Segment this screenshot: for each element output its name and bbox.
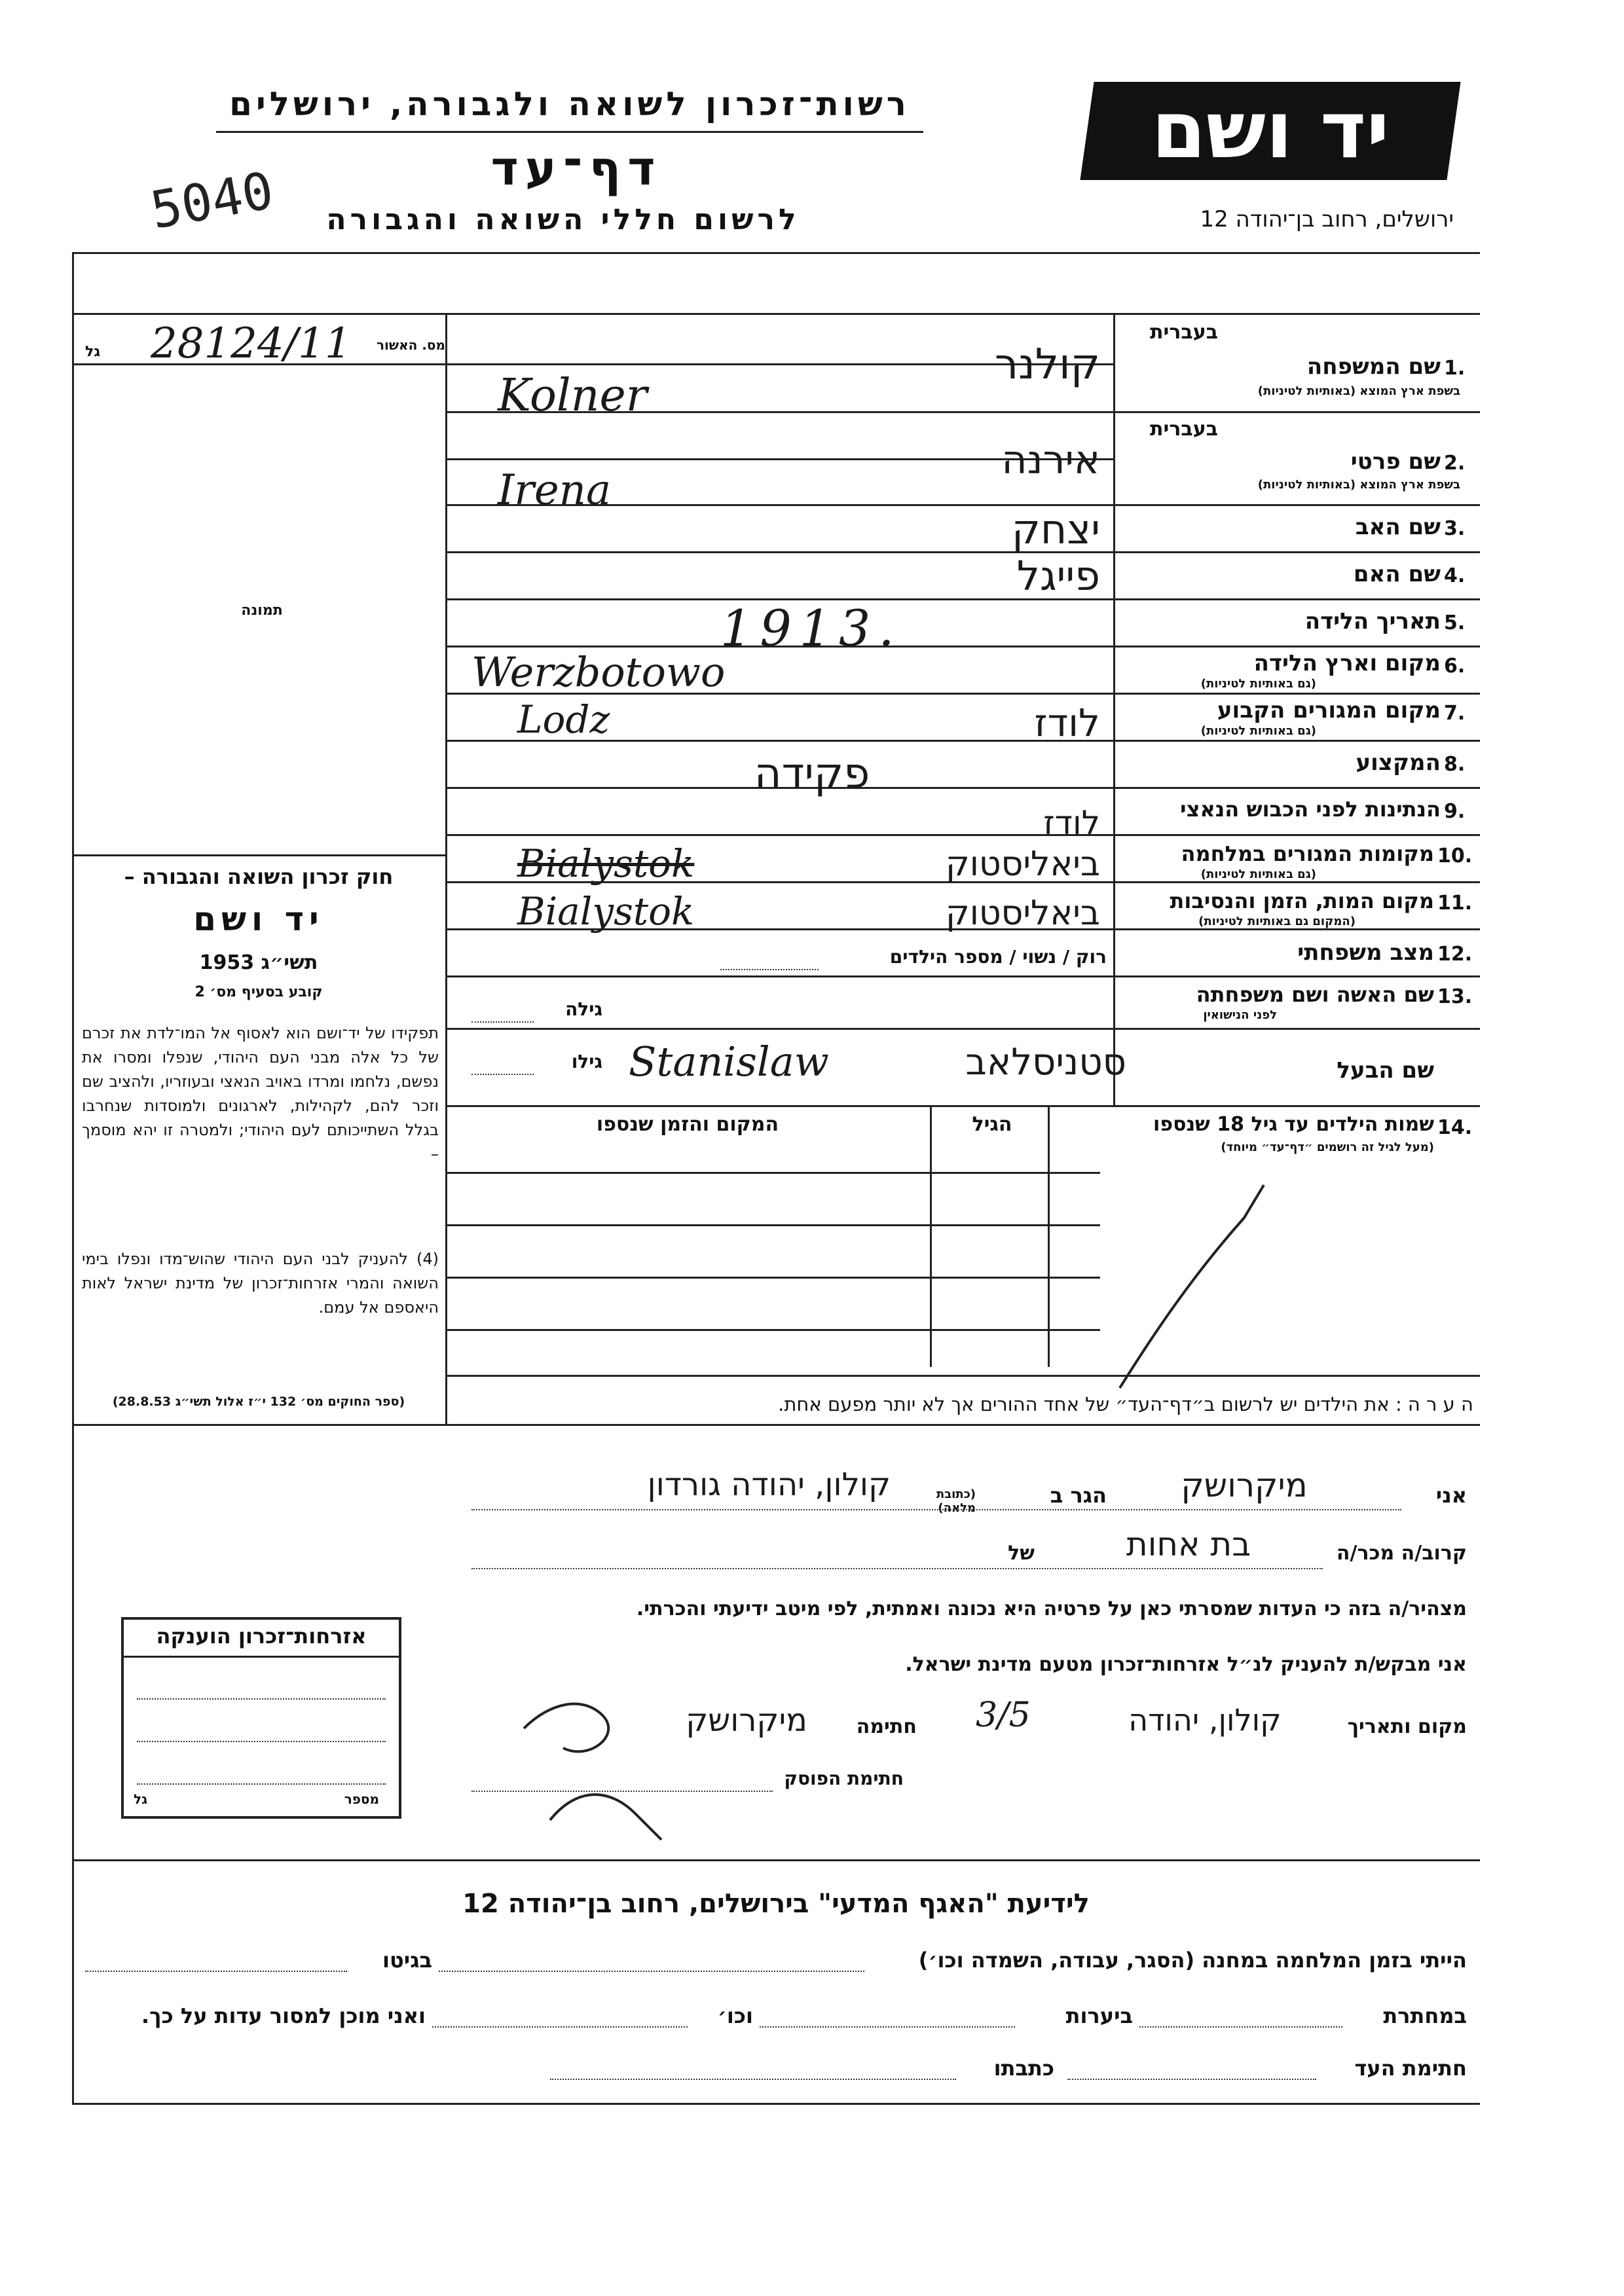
footer-witness-address-blank bbox=[550, 2079, 956, 2080]
citizenship-box-line bbox=[137, 1741, 386, 1742]
footer-testimony-text: ואני מוכן למסור עדות על כך. bbox=[141, 2003, 426, 2028]
field-11-number: 11. bbox=[1437, 892, 1473, 915]
field-10-latin-value: Bialystok bbox=[517, 841, 695, 886]
declaration-relation-value: בת אחות bbox=[1126, 1525, 1251, 1563]
citizenship-box-rule bbox=[124, 1656, 399, 1658]
citizenship-box bbox=[121, 1617, 401, 1819]
footer-witness-signature-blank bbox=[1067, 2079, 1316, 2080]
declaration-name: מיקרושק bbox=[1181, 1467, 1308, 1504]
field-13-age-blank bbox=[471, 1021, 534, 1023]
field-11-latin-value: Bialystok bbox=[517, 889, 695, 934]
archive-stamp-number: 5040 bbox=[146, 161, 278, 241]
declaration-attestation: מצהיר/ה בזה כי העדות שמסרתי כאן על פרטיה היא נכונה ואמתית, לפי מיטב ידיעתי והכרתי. bbox=[636, 1597, 1467, 1620]
field-7-label: מקום המגורים הקבוע bbox=[1217, 697, 1441, 723]
field-2-sub: בשפת ארץ המוצא (באותיות לטיניות) bbox=[1257, 478, 1460, 492]
husband-age-blank bbox=[471, 1074, 534, 1075]
law-title-yad-vashem: יד ושם bbox=[193, 900, 324, 938]
field-1-latin-value: Kolner bbox=[498, 370, 648, 422]
field-14-number: 14. bbox=[1437, 1116, 1473, 1139]
photo-label: תמונה bbox=[241, 602, 283, 619]
law-box-divider bbox=[72, 854, 445, 856]
children-slash-mark bbox=[1113, 1178, 1310, 1394]
citizenship-box-number-label: מספר bbox=[344, 1791, 379, 1807]
label-column-divider bbox=[1113, 313, 1115, 1105]
field-2-latin-value: Irena bbox=[498, 466, 612, 515]
field-10-hebrew-value: ביאליסטוק bbox=[945, 845, 1100, 884]
footer-underground-label: במחתרת bbox=[1383, 2003, 1467, 2028]
children-row bbox=[445, 1224, 1100, 1226]
field-13-number: 13. bbox=[1437, 985, 1473, 1008]
citizenship-box-line bbox=[137, 1783, 386, 1785]
children-col-divider-1 bbox=[930, 1105, 932, 1367]
field-1-sub: בשפת ארץ המוצא (באותיות לטיניות) bbox=[1257, 384, 1460, 398]
footer-underground-blank bbox=[1139, 2026, 1342, 2028]
field-7-number: 7. bbox=[1444, 702, 1466, 725]
field-1-number: 1. bbox=[1444, 357, 1466, 380]
field-13-age-label: גילה bbox=[565, 998, 602, 1020]
field-5-value: 1913. bbox=[720, 599, 902, 657]
field-3-number: 3. bbox=[1444, 517, 1466, 540]
declaration-line1-blank bbox=[471, 1509, 1401, 1510]
field-12-blank bbox=[720, 969, 819, 970]
field-9-number: 9. bbox=[1444, 800, 1466, 823]
husband-latin-value: Stanislaw bbox=[629, 1038, 829, 1085]
footer-ghetto-blank bbox=[85, 1971, 347, 1972]
frame-inner-top bbox=[72, 313, 1480, 315]
footer-divider bbox=[72, 1859, 1480, 1861]
field-6-label: מקום וארץ הלידה bbox=[1253, 650, 1441, 676]
declaration-date: 3/5 bbox=[976, 1696, 1031, 1735]
field-13-sub: לפני הנישואין bbox=[1203, 1008, 1277, 1022]
footer-forests-blank bbox=[760, 2026, 1015, 2028]
law-box-bottom bbox=[72, 1424, 1480, 1426]
declaration-place-date: קולון, יהודה bbox=[1128, 1702, 1282, 1738]
law-text-2: (4) להעניק לבני העם היהודי שהוש־מדו ונפלו בימי השואה והמרי אזרחות־זכרון של מדינת ישראל לאות היאספם אל עמם. bbox=[82, 1250, 439, 1317]
citizenship-box-title: אזרחות־זכרון הוענקה bbox=[156, 1624, 367, 1649]
law-text-1: תפקידו של יד־ושם הוא לאסוף אל המו־לדת את זכרם של כל אלה מבני העם היהודי, שנפלו ומסרו את נפשם, נלחמו ומרדו באויב הנאצי ובעוזריו, ולהציב שם וזכר להם, לקהילות, לארגונים ולמוסדות שנחרבו בגלל השתייכותם לעם היהודי; ולמטרה זו יהא מוסמך – bbox=[82, 1024, 439, 1163]
left-column-divider bbox=[445, 313, 447, 1426]
declaration-line1-prefix: אני bbox=[1435, 1483, 1467, 1508]
footer-camp-blank bbox=[439, 1971, 864, 1972]
declaration-relation-label: קרוב/ה מכר/ה bbox=[1336, 1542, 1467, 1565]
row-sep bbox=[445, 1028, 1480, 1030]
row-sep bbox=[445, 975, 1480, 977]
children-row bbox=[445, 1277, 1100, 1279]
children-age-header: הגיל bbox=[972, 1113, 1012, 1136]
field-5-number: 5. bbox=[1444, 611, 1466, 634]
children-row bbox=[445, 1329, 1100, 1331]
citizenship-box-number-suffix: גל bbox=[134, 1791, 148, 1807]
field-4-value: פייגל bbox=[1016, 552, 1100, 600]
note-text: ה ע ר ה : את הילדים יש לרשום ב״דף־העד״ של אחד ההורים אך לא יותר מפעם אחת. bbox=[778, 1393, 1473, 1415]
field-2-label: שם פרטי bbox=[1350, 448, 1441, 475]
field-12-number: 12. bbox=[1437, 943, 1473, 966]
children-col-divider-2 bbox=[1048, 1105, 1050, 1367]
field-8-label: המקצוע bbox=[1356, 750, 1441, 776]
authority-underline bbox=[216, 131, 923, 133]
field-6-value: Werzbotowo bbox=[471, 648, 726, 696]
footer-camp-line: הייתי בזמן המלחמה במחנה (הסגר, עבודה, השמדה וכו׳) bbox=[918, 1948, 1467, 1973]
field-2-hebrew-value: אירנה bbox=[1001, 437, 1100, 483]
field-12-options: רוק / נשוי / מספר הילדים bbox=[889, 946, 1107, 968]
field-10-label: מקומות המגורים במלחמה bbox=[1181, 841, 1434, 866]
field-7-hebrew-value: לודז bbox=[1034, 701, 1100, 745]
approval-number: 28124/11 bbox=[151, 319, 352, 368]
field-3-value: יצחק bbox=[1011, 505, 1100, 553]
field-11-sub: (המקום גם באותיות לטיניות) bbox=[1198, 915, 1356, 928]
form-title: דף־עד bbox=[490, 141, 662, 196]
law-citation: (ספר החוקים מס׳ 132 י״ז אלול תשי״ג 28.8.53) bbox=[112, 1394, 405, 1409]
header-address: ירושלים, רחוב בן־יהודה 12 bbox=[1200, 206, 1454, 232]
children-row bbox=[445, 1172, 1100, 1174]
field-3-label: שם האב bbox=[1355, 514, 1441, 540]
field-8-value: פקידה bbox=[754, 750, 870, 798]
husband-age-label: גילו bbox=[571, 1051, 602, 1072]
field-10-sub: (גם באותיות לטיניות) bbox=[1200, 867, 1316, 881]
declaration-signature: מיקרושק bbox=[686, 1702, 807, 1739]
approval-label: מס. האשור bbox=[377, 337, 445, 353]
law-title: חוק זכרון השואה והגבורה – bbox=[124, 864, 394, 889]
footer-heading: לידיעת "האגף המדעי" בירושלים, רחוב בן־יהודה 12 bbox=[462, 1889, 1090, 1919]
field-13-label: שם האשה ושם משפחתה bbox=[1196, 982, 1434, 1007]
footer-forests-label: ביערות bbox=[1065, 2003, 1133, 2028]
frame-bottom bbox=[72, 2103, 1480, 2105]
declaration-request: אני מבקש/ת להעניק לנ״ל אזרחות־זכרון מטעם מדינת ישראל. bbox=[905, 1653, 1467, 1676]
row-sep bbox=[445, 646, 1480, 647]
field-7-sub: (גם באותיות לטיניות) bbox=[1200, 724, 1316, 738]
field-6-sub: (גם באותיות לטיניות) bbox=[1200, 677, 1316, 691]
frame-top bbox=[72, 252, 1480, 254]
field-11-hebrew-value: ביאליסטוק bbox=[945, 894, 1100, 933]
children-row-bottom bbox=[445, 1375, 1480, 1377]
footer-etc-label: וכו׳ bbox=[717, 2003, 753, 2028]
field-4-number: 4. bbox=[1444, 564, 1466, 587]
children-place-header: המקום והזמן שנספו bbox=[596, 1113, 779, 1136]
field-12-label: מצב משפחתי bbox=[1297, 939, 1434, 966]
citizenship-box-line bbox=[137, 1698, 386, 1700]
field-4-label: שם האם bbox=[1353, 561, 1441, 587]
field-9-label: הנתינות לפני הכבוש הנאצי bbox=[1180, 797, 1441, 822]
field-1-hebrew-tag: בעברית bbox=[1150, 321, 1218, 344]
declaration-line2-blank bbox=[471, 1568, 1323, 1569]
husband-label: שם הבעל bbox=[1337, 1057, 1434, 1084]
field-6-number: 6. bbox=[1444, 655, 1466, 678]
footer-witness-address-label: כתבתו bbox=[993, 2056, 1054, 2081]
declaration-place-date-label: מקום ותאריך bbox=[1347, 1715, 1467, 1738]
field-9-value: לודז bbox=[1043, 804, 1100, 842]
approval-suffix: גל bbox=[85, 344, 101, 360]
field-2-number: 2. bbox=[1444, 452, 1466, 475]
declaration-address-hint: (כתובת מלאה) bbox=[936, 1487, 976, 1515]
field-2-hebrew-tag: בעברית bbox=[1150, 418, 1218, 441]
footer-ghetto-label: בגיטו bbox=[382, 1948, 432, 1973]
footer-witness-signature-label: חתימת העד bbox=[1354, 2056, 1467, 2081]
field-5-label: תאריך הלידה bbox=[1304, 608, 1441, 634]
frame-left bbox=[72, 252, 74, 2105]
declaration-of: של bbox=[1008, 1542, 1035, 1565]
declaration-arbiter-signature-label: חתימת הפוסק bbox=[784, 1768, 904, 1789]
declaration-signature-label: חתימה bbox=[856, 1715, 917, 1738]
declaration-address: קולון, יהודה גורדון bbox=[647, 1467, 891, 1503]
husband-hebrew-value: סטניסלאב bbox=[965, 1041, 1126, 1084]
footer-etc-blank bbox=[432, 2026, 688, 2028]
handwritten-signature-mark bbox=[511, 1689, 694, 1859]
row-sep bbox=[445, 1105, 1480, 1107]
form-subtitle: לרשום חללי השואה והגבורה bbox=[326, 203, 800, 236]
yad-vashem-logo: יד ושם bbox=[1080, 82, 1460, 180]
law-year: תשי״ג 1953 bbox=[199, 951, 318, 974]
field-1-hebrew-value: קולנר bbox=[995, 340, 1100, 389]
field-14-label: שמות הילדים עד גיל 18 שנספו bbox=[1153, 1113, 1434, 1136]
field-14-sub: (מעל לגיל זה רושמים ״דף־עד״ מיוחד) bbox=[1221, 1140, 1434, 1154]
declaration-line1-mid: הגר ב bbox=[1050, 1483, 1107, 1508]
row-sep bbox=[445, 787, 1480, 789]
field-7-latin-value: Lodz bbox=[517, 697, 610, 742]
authority-title: רשות־זכרון לשואה ולגבורה, ירושלים bbox=[229, 85, 910, 123]
field-1-label: שם המשפחה bbox=[1306, 354, 1441, 380]
law-section: קובע בסעיף מס׳ 2 bbox=[194, 984, 323, 1000]
field-8-number: 8. bbox=[1444, 753, 1466, 776]
field-11-label: מקום המות, הזמן והנסיבות bbox=[1170, 888, 1434, 913]
field-10-number: 10. bbox=[1437, 845, 1473, 867]
